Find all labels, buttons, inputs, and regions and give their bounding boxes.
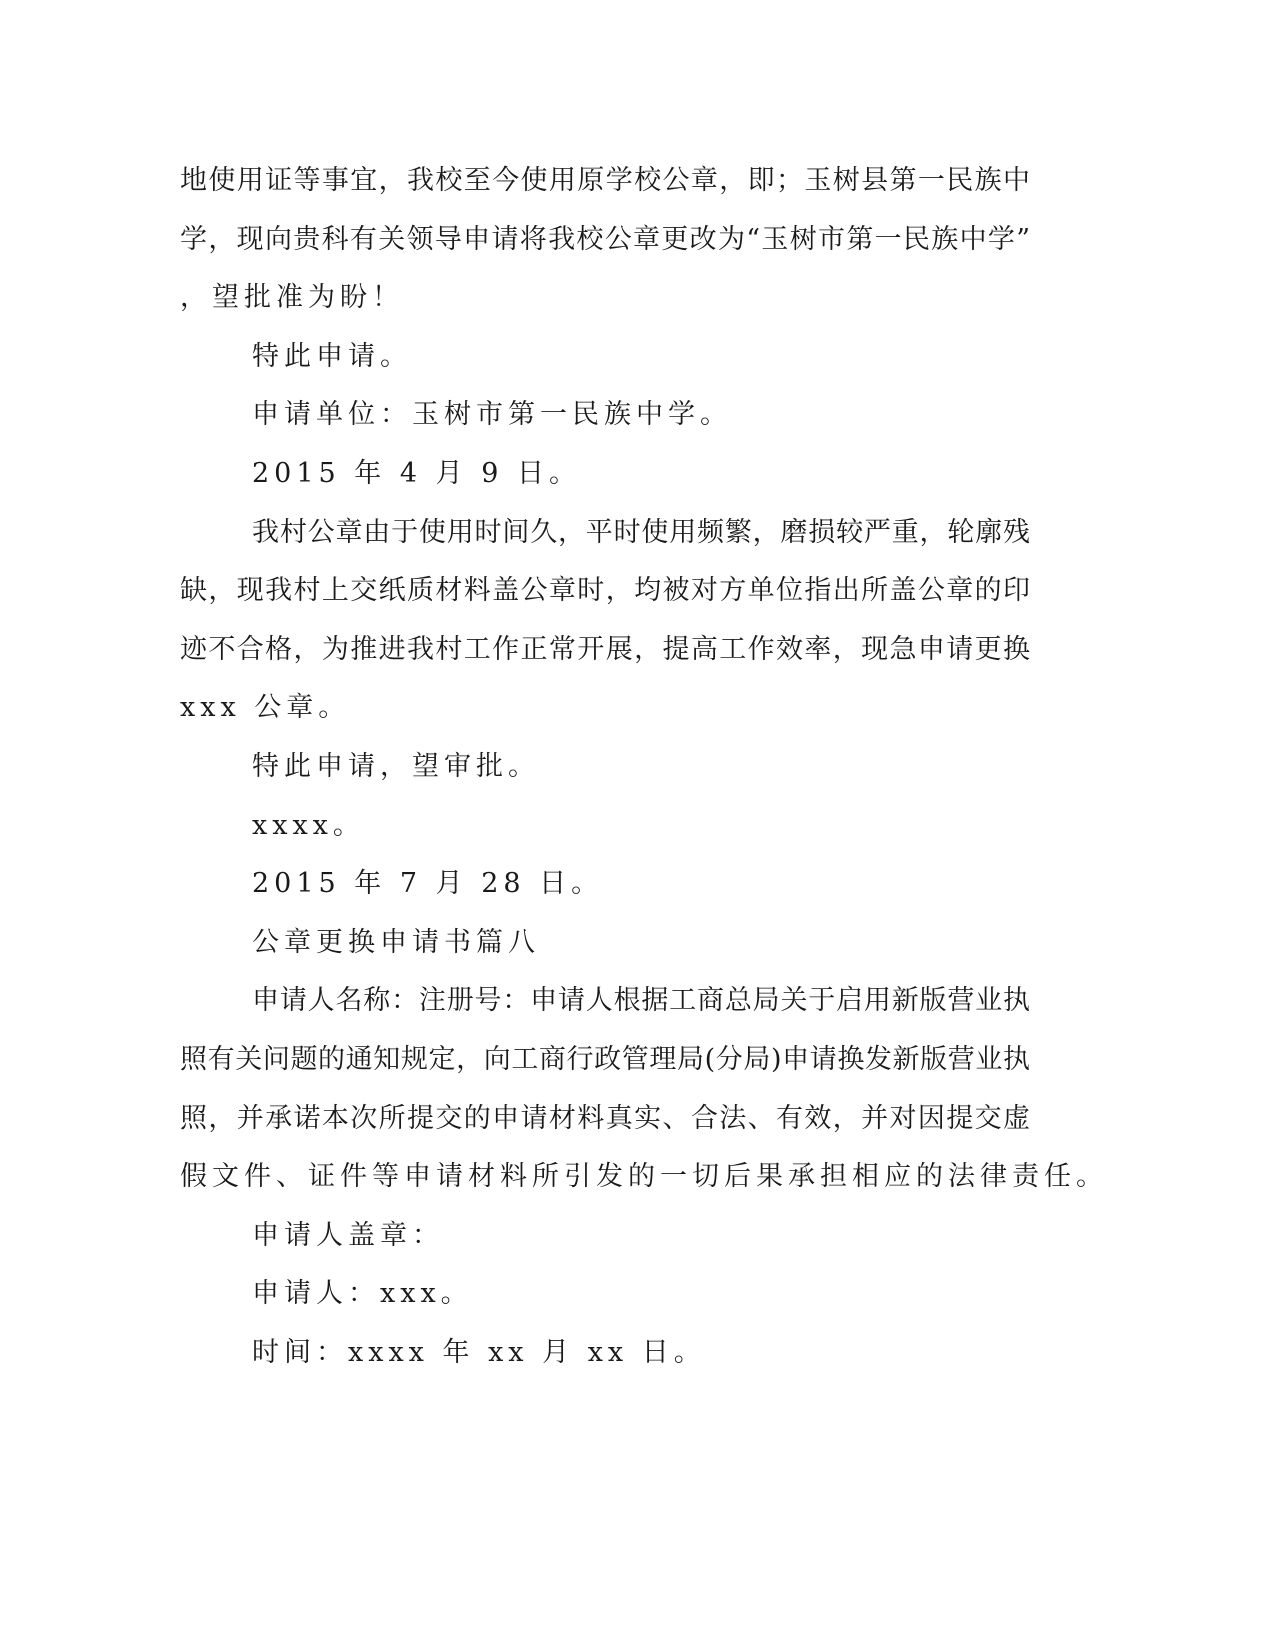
paragraph-line: 地使用证等事宜，我校至今使用原学校公章，即；玉树县第一民族中	[180, 165, 1030, 196]
date-line: 时间：xxxx 年 xx 月 xx 日。	[252, 1336, 706, 1368]
applicant: 申请人：xxx。	[252, 1278, 473, 1310]
paragraph-line: 学，现向贵科有关领导申请将我校公章更改为“玉树市第一民族中学”	[180, 223, 1030, 255]
date-line: 2015 年 7 月 28 日。	[252, 868, 604, 900]
request-statement: 特此申请。	[252, 340, 412, 372]
paragraph-line: 照有关问题的通知规定，向工商行政管理局(分局)申请换发新版营业执	[180, 1043, 1030, 1075]
applicant-unit: 申请单位：玉树市第一民族中学。	[252, 399, 732, 431]
signer: xxxx。	[252, 809, 365, 841]
paragraph-line: xxx 公章。	[180, 692, 351, 724]
date-line: 2015 年 4 月 9 日。	[252, 457, 581, 489]
paragraph-line: 申请人名称：注册号：申请人根据工商总局关于启用新版营业执	[252, 985, 1030, 1017]
request-statement: 特此申请，望审批。	[252, 750, 540, 782]
paragraph-line: 迹不合格，为推进我村工作正常开展，提高工作效率，现急申请更换	[180, 633, 1030, 665]
section-heading: 公章更换申请书篇八	[252, 926, 540, 958]
paragraph-line: 照，并承诺本次所提交的申请材料真实、合法、有效，并对因提交虚	[180, 1102, 1030, 1134]
paragraph-line: 假文件、证件等申请材料所引发的一切后果承担相应的法律责任。	[180, 1161, 1108, 1193]
paragraph-line: 缺，现我村上交纸质材料盖公章时，均被对方单位指出所盖公章的印	[180, 575, 1030, 607]
paragraph-line: 我村公章由于使用时间久，平时使用频繁，磨损较严重，轮廓残	[252, 516, 1030, 548]
paragraph-line: ，望批准为盼！	[180, 282, 404, 314]
document-body	[180, 152, 1108, 1382]
applicant-seal: 申请人盖章：	[252, 1219, 444, 1251]
